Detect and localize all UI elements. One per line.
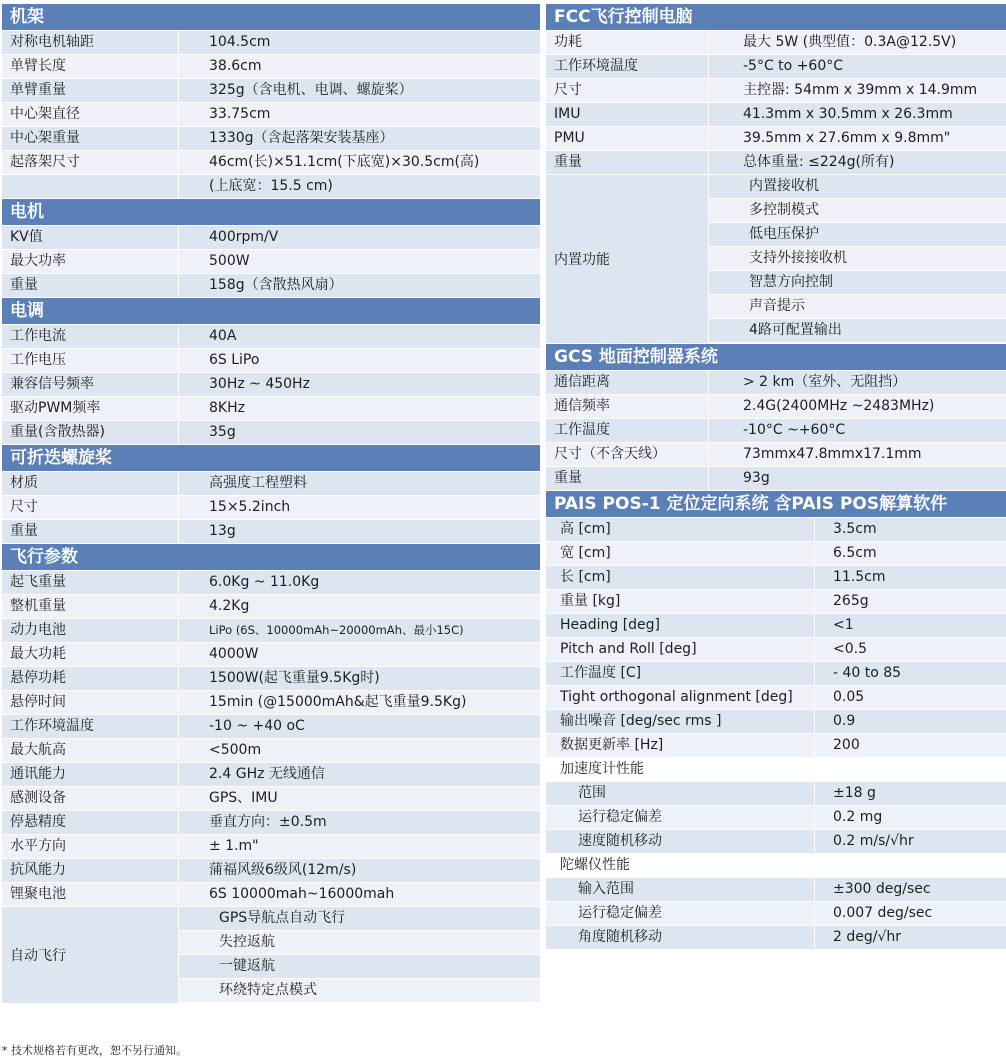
builtin-functions-item: 4路可配置输出 [708,319,1006,343]
spec-value: 38.6cm [178,55,540,78]
spec-value: 6.0Kg ~ 11.0Kg [178,571,540,594]
spec-label: 工作电流 [10,328,66,344]
spec-label: 长 [cm] [560,569,611,585]
spec-value: > 2 km（室外、无阻挡） [708,371,1006,394]
spec-row [546,926,1006,950]
spec-value: 15min (@15000mAh&起飞重量9.5Kg) [178,691,540,714]
spec-value: 1500W(起飞重量9.5Kg时) [178,667,540,690]
spec-label: 运行稳定偏差 [578,905,662,921]
spec-row [2,397,540,421]
spec-value: 4.2Kg [178,595,540,618]
spec-label: 重量 [kg] [560,593,621,609]
esc-section-header: 电调 [2,298,540,325]
spec-label: 驱动PWM频率 [10,400,101,416]
spec-value: 6S 10000mah~16000mah [178,883,540,906]
spec-label: 单臂重量 [10,82,66,98]
spec-row [2,421,540,445]
spec-label: 重量(含散热器) [10,424,105,440]
spec-label: 重量 [10,277,38,293]
spec-value: 265g [814,590,1006,613]
spec-value: -10°C ~+60°C [708,419,1006,442]
propeller-section-header: 可折迭螺旋桨 [2,445,540,472]
pais-section-header: PAIS POS-1 定位定向系统 含PAIS POS解算软件 [546,491,1006,518]
spec-row [546,79,1006,103]
spec-row [2,859,540,883]
spec-row [546,103,1006,127]
spec-value: 400rpm/V [178,226,540,249]
auto-flight [2,907,540,1004]
spec-label: 最大功耗 [10,646,66,662]
spec-row [2,55,540,79]
spec-label: Heading [deg] [560,617,661,633]
spec-row [2,715,540,739]
builtin-functions-item: 智慧方向控制 [708,271,1006,295]
spec-value: 33.75cm [178,103,540,126]
auto-flight-item: GPS导航点自动飞行 [178,907,540,931]
spec-row [546,638,1006,662]
spec-row [546,878,1006,902]
builtin-functions-item: 声音提示 [708,295,1006,319]
spec-row [546,686,1006,710]
gyro-heading-label: 陀螺仪性能 [560,857,630,873]
spec-label: Pitch and Roll [deg] [560,641,697,657]
spec-row [2,520,540,544]
spec-label: 感测设备 [10,790,66,806]
fcc-section-header: FCC飞行控制电脑 [546,4,1006,31]
spec-value: 6S LiPo [178,349,540,372]
spec-value: 41.3mm x 30.5mm x 26.3mm [708,103,1006,126]
spec-value: 6.5cm [814,542,1006,565]
spec-row [2,763,540,787]
spec-value: 39.5mm x 27.6mm x 9.8mm" [708,127,1006,150]
auto-flight-label: 自动飞行 [2,907,178,1003]
spec-row [546,566,1006,590]
spec-label: 功耗 [554,34,582,50]
spec-label: 停悬精度 [10,814,66,830]
spec-label: 数据更新率 [Hz] [560,737,664,753]
gyro-heading [546,854,1006,878]
spec-row [2,835,540,859]
spec-row [2,883,540,907]
spec-label: IMU [554,106,581,122]
spec-value: GPS、IMU [178,787,540,810]
spec-row [2,226,540,250]
spec-value: 最大 5W (典型值：0.3A@12.5V) [708,31,1006,54]
spec-row [546,395,1006,419]
spec-label: 抗风能力 [10,862,66,878]
spec-row [2,739,540,763]
spec-value: 15×5.2inch [178,496,540,519]
spec-label: 尺寸（不含天线） [554,446,666,462]
spec-row [546,782,1006,806]
spec-row [546,55,1006,79]
spec-value: 0.2 m/s/√hr [814,830,1006,853]
spec-row [546,151,1006,175]
builtin-functions-label: 内置功能 [546,175,708,343]
spec-label: 工作环境温度 [554,58,638,74]
spec-label: 悬停功耗 [10,670,66,686]
spec-label: 动力电池 [10,622,66,638]
spec-label: 通信频率 [554,398,610,414]
spec-label: 中心架重量 [10,130,80,146]
spec-row [546,614,1006,638]
spec-row [2,691,540,715]
spec-value: 2.4 GHz 无线通信 [178,763,540,786]
spec-label: 范围 [578,785,606,801]
spec-value: 158g（含散热风扇） [178,274,540,297]
left-spec-column [2,4,540,1004]
spec-value: 200 [814,734,1006,757]
spec-label: 整机重量 [10,598,66,614]
spec-value: 500W [178,250,540,273]
pais-table [546,518,1006,950]
spec-value: 垂直方向：±0.5m [178,811,540,834]
spec-value: - 40 to 85 [814,662,1006,685]
spec-row [2,274,540,298]
gcs-section-header: GCS 地面控制器系统 [546,344,1006,371]
flight-section-header: 飞行参数 [2,544,540,571]
spec-value: ±18 g [814,782,1006,805]
spec-label: 中心架直径 [10,106,80,122]
spec-value: 40A [178,325,540,348]
spec-label: 起飞重量 [10,574,66,590]
spec-row [2,325,540,349]
spec-label: 输出噪音 [deg/sec rms ] [560,713,722,729]
spec-value: -10 ~ +40 oC [178,715,540,738]
spec-label: 重量 [554,470,582,486]
spec-row [546,710,1006,734]
builtin-functions-item: 支持外接接收机 [708,247,1006,271]
spec-value: 35g [178,421,540,444]
spec-value: 0.05 [814,686,1006,709]
spec-label: 悬停时间 [10,694,66,710]
spec-value: 总体重量: ≤224g(所有) [708,151,1006,174]
auto-flight-item: 环绕特定点模式 [178,979,540,1003]
spec-row [2,595,540,619]
spec-value: 11.5cm [814,566,1006,589]
spec-value: 2 deg/√hr [814,926,1006,949]
spec-row [2,619,540,643]
spec-label: 水平方向 [10,838,66,854]
spec-value: <500m [178,739,540,762]
spec-value: 主控器: 54mm x 39mm x 14.9mm [708,79,1006,102]
spec-label: 起落架尺寸 [10,154,80,170]
spec-row [2,79,540,103]
spec-value: 2.4G(2400MHz ~2483MHz) [708,395,1006,418]
spec-row [2,349,540,373]
spec-label: 宽 [cm] [560,545,611,561]
spec-row [546,902,1006,926]
spec-value: 46cm(长)×51.1cm(下底宽)×30.5cm(高) [178,151,540,174]
builtin-functions-item: 多控制模式 [708,199,1006,223]
builtin-functions-item: 内置接收机 [708,175,1006,199]
spec-value: ± 1.m" [178,835,540,858]
spec-label: 速度随机移动 [578,833,662,849]
spec-row [546,542,1006,566]
spec-row [546,443,1006,467]
spec-row [546,830,1006,854]
spec-value: <0.5 [814,638,1006,661]
spec-label: 最大功率 [10,253,66,269]
spec-row [2,472,540,496]
spec-label: 对称电机轴距 [10,34,94,50]
spec-row [2,175,540,199]
footnote: * 技术规格若有更改，恕不另行通知。 [2,1044,187,1057]
spec-label: 工作温度 [554,422,610,438]
spec-row [2,250,540,274]
spec-value: 93g [708,467,1006,490]
spec-value: ±300 deg/sec [814,878,1006,901]
spec-value: 0.9 [814,710,1006,733]
spec-label: 运行稳定偏差 [578,809,662,825]
spec-label: 材质 [10,475,38,491]
spec-value: 8KHz [178,397,540,420]
spec-value: 13g [178,520,540,543]
spec-label: 重量 [554,154,582,170]
spec-label [2,175,178,198]
spec-value: <1 [814,614,1006,637]
accel-heading [546,758,1006,782]
spec-row [2,667,540,691]
spec-row [546,662,1006,686]
spec-row [2,103,540,127]
spec-value: 蒲福风级6级风(12m/s) [178,859,540,882]
spec-row [546,419,1006,443]
spec-row [546,518,1006,542]
spec-label: 通讯能力 [10,766,66,782]
spec-value: 1330g（含起落架安装基座） [178,127,540,150]
spec-row [2,496,540,520]
spec-row [2,643,540,667]
spec-label: 输入范围 [578,881,634,897]
spec-row [546,127,1006,151]
spec-row [546,31,1006,55]
spec-label: 重量 [10,523,38,539]
auto-flight-item: 失控返航 [178,931,540,955]
spec-value: 0.2 mg [814,806,1006,829]
spec-label: 单臂长度 [10,58,66,74]
spec-value: 3.5cm [814,518,1006,541]
builtin-functions-item: 低电压保护 [708,223,1006,247]
spec-value: 高强度工程塑料 [178,472,540,495]
spec-value: 325g（含电机、电调、螺旋桨） [178,79,540,102]
spec-value: LiPo (6S、10000mAh~20000mAh、最小15C) [178,619,540,642]
right-spec-column [546,4,1006,950]
spec-row [546,371,1006,395]
spec-value: 73mmx47.8mmx17.1mm [708,443,1006,466]
spec-value: 4000W [178,643,540,666]
spec-row [546,467,1006,491]
spec-row [546,806,1006,830]
spec-value: 104.5cm [178,31,540,54]
motor-section-header: 电机 [2,199,540,226]
spec-label: 工作环境温度 [10,718,94,734]
spec-row [2,787,540,811]
auto-flight-item: 一键返航 [178,955,540,979]
spec-label: Tight orthogonal alignment [deg] [560,689,793,705]
spec-value: 0.007 deg/sec [814,902,1006,925]
spec-label: 尺寸 [10,499,38,515]
spec-label: 锂聚电池 [10,886,66,902]
spec-label: 尺寸 [554,82,582,98]
builtin-functions [546,175,1006,344]
spec-row [2,373,540,397]
spec-row [546,734,1006,758]
spec-label: 通信距离 [554,374,610,390]
spec-value: -5°C to +60°C [708,55,1006,78]
spec-row [2,571,540,595]
accel-heading-label: 加速度计性能 [560,761,644,777]
spec-label: 高 [cm] [560,521,611,537]
spec-row [2,31,540,55]
frame-section-header: 机架 [2,4,540,31]
spec-row [2,151,540,175]
spec-label: 工作电压 [10,352,66,368]
spec-value: (上底宽：15.5 cm) [178,175,540,198]
spec-row [2,127,540,151]
spec-label: PMU [554,130,585,146]
spec-row [2,811,540,835]
spec-label: KV值 [10,229,43,245]
spec-label: 最大航高 [10,742,66,758]
spec-row [546,590,1006,614]
spec-label: 工作温度 [C] [560,665,642,681]
spec-label: 角度随机移动 [578,929,662,945]
spec-label: 兼容信号频率 [10,376,94,392]
spec-value: 30Hz ~ 450Hz [178,373,540,396]
